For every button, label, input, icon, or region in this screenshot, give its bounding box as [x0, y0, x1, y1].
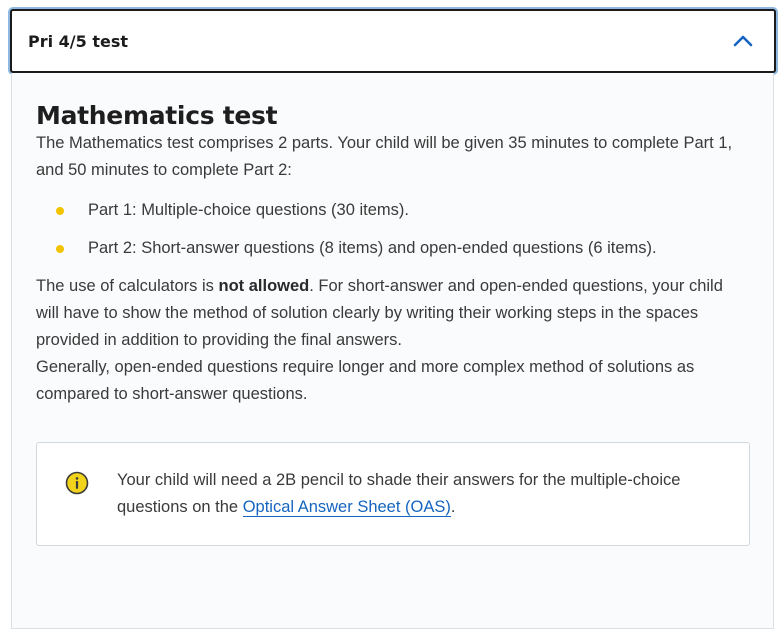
bullet-dot: [56, 207, 64, 215]
open-ended-paragraph: Generally, open-ended questions require longer and more complex method of solutions as compared to short-answer questions.: [36, 358, 695, 403]
info-callout: [36, 442, 750, 546]
parts-list: [36, 197, 749, 262]
info-icon: [65, 471, 89, 495]
accordion-title: Pri 4/5 test: [28, 31, 129, 51]
list-item: [36, 197, 749, 224]
not-allowed-emphasis: not allowed: [218, 277, 310, 295]
oas-link[interactable]: Optical Answer Sheet (OAS): [242, 498, 451, 516]
accordion-panel: [11, 73, 774, 629]
callout-text-after: .: [450, 498, 456, 516]
intro-paragraph: The Mathematics test comprises 2 parts. Your child will be given 35 minutes to complete Part 1, and 50 minutes to complete Part 2:: [36, 134, 733, 179]
accordion-header[interactable]: [10, 9, 776, 73]
accordion: [10, 9, 776, 629]
callout-text-before: Your child will need a 2B pencil to shade their answers for the multiple-choice questions on the: [117, 471, 681, 516]
callout-text: [117, 467, 729, 521]
list-item-text: Part 1: Multiple-choice questions (30 items).: [88, 201, 409, 219]
chevron-up-icon[interactable]: [732, 30, 754, 52]
list-item-text: Part 2: Short-answer questions (8 items) and open-ended questions (6 items).: [88, 239, 657, 257]
list-item: [36, 235, 749, 262]
calculators-paragraph: [36, 273, 749, 354]
bullet-dot: [56, 245, 64, 253]
calculators-prefix: The use of calculators is: [36, 277, 219, 295]
section-title: Mathematics test: [36, 101, 278, 130]
calculators-suffix: . For short-answer and open-ended questions, your child will have to show the method of solution clearly by writing their working steps in the spaces provided in addition to providing the final answers.: [36, 277, 723, 349]
